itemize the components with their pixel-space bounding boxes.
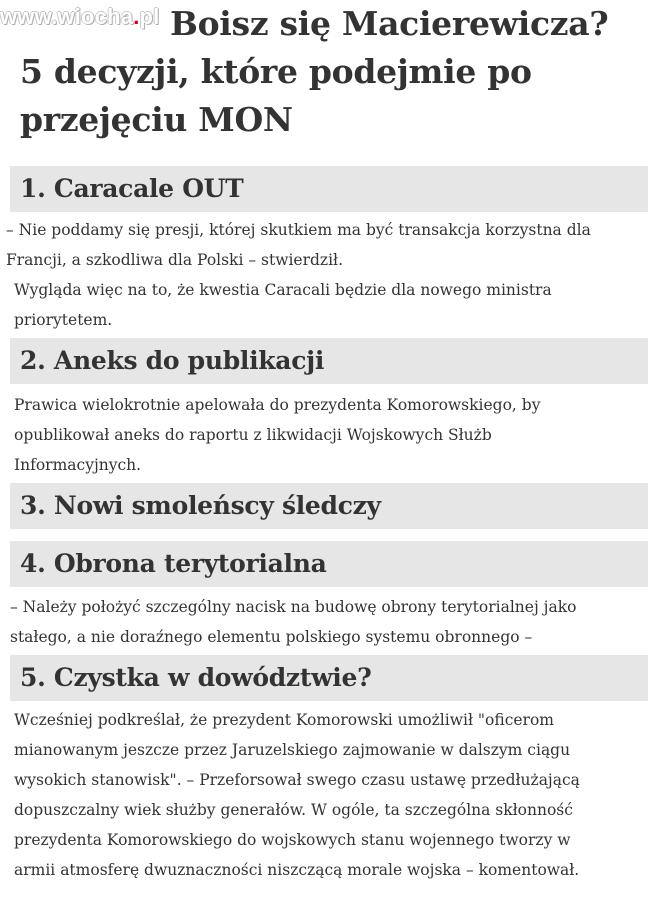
title-line-3: przejęciu MON xyxy=(20,100,293,139)
title-line-1: Boisz się Macierewicza? xyxy=(170,4,609,43)
section-heading-1: 1. Caracale OUT xyxy=(10,166,648,212)
section-4-line-1: – Należy położyć szczególny nacisk na budowę obrony terytorialnej jako xyxy=(10,598,577,616)
section-1-line-2: Francji, a szkodliwa dla Polski – stwierdził. xyxy=(6,251,344,269)
section-5-line-5: prezydenta Komorowskiego do wojskowych stanu wojennego tworzy w xyxy=(14,831,571,849)
title-line-2: 5 decyzji, które podejmie po xyxy=(20,52,532,91)
section-5-text xyxy=(14,705,580,885)
section-5-line-6: armii atmosferę dwuznaczności niszczącą morale wojska – komentował. xyxy=(14,861,580,879)
section-1-text xyxy=(6,215,591,275)
section-1-line-1: – Nie poddamy się presji, której skutkiem ma być transakcja korzystna dla xyxy=(6,221,591,239)
section-heading-3: 3. Nowi smoleńscy śledczy xyxy=(10,483,648,529)
section-heading-2: 2. Aneks do publikacji xyxy=(10,338,648,384)
section-heading-5: 5. Czystka w dowództwie? xyxy=(10,655,648,701)
section-1-text-2 xyxy=(14,275,552,335)
section-5-line-4: dopuszczalny wiek służby generałów. W ogóle, ta szczególna skłonność xyxy=(14,801,573,819)
section-4-text xyxy=(10,592,576,652)
section-2-text xyxy=(14,390,540,480)
section-heading-4: 4. Obrona terytorialna xyxy=(10,541,648,587)
section-1-line-4: priorytetem. xyxy=(14,311,113,329)
section-2-line-2: opublikował aneks do raportu z likwidacji Wojskowych Służb xyxy=(14,426,492,444)
section-5-line-2: mianowanym jeszcze przez Jaruzelskiego zajmowanie w dalszym ciągu xyxy=(14,741,571,759)
section-5-line-1: Wcześniej podkreślał, że prezydent Komorowski umożliwił "oficerom xyxy=(14,711,554,729)
section-2-line-1: Prawica wielokrotnie apelowała do prezydenta Komorowskiego, by xyxy=(14,396,541,414)
section-4-line-2: stałego, a nie doraźnego elementu polskiego systemu obronnego – xyxy=(10,628,533,646)
watermark-logo: www.wiocha.pl xyxy=(0,4,160,29)
section-2-line-3: Informacyjnych. xyxy=(14,456,142,474)
section-1-line-3: Wygląda więc na to, że kwestia Caracali będzie dla nowego ministra xyxy=(14,281,552,299)
section-5-line-3: wysokich stanowisk". – Przeforsował swego czasu ustawę przedłużającą xyxy=(14,771,580,789)
